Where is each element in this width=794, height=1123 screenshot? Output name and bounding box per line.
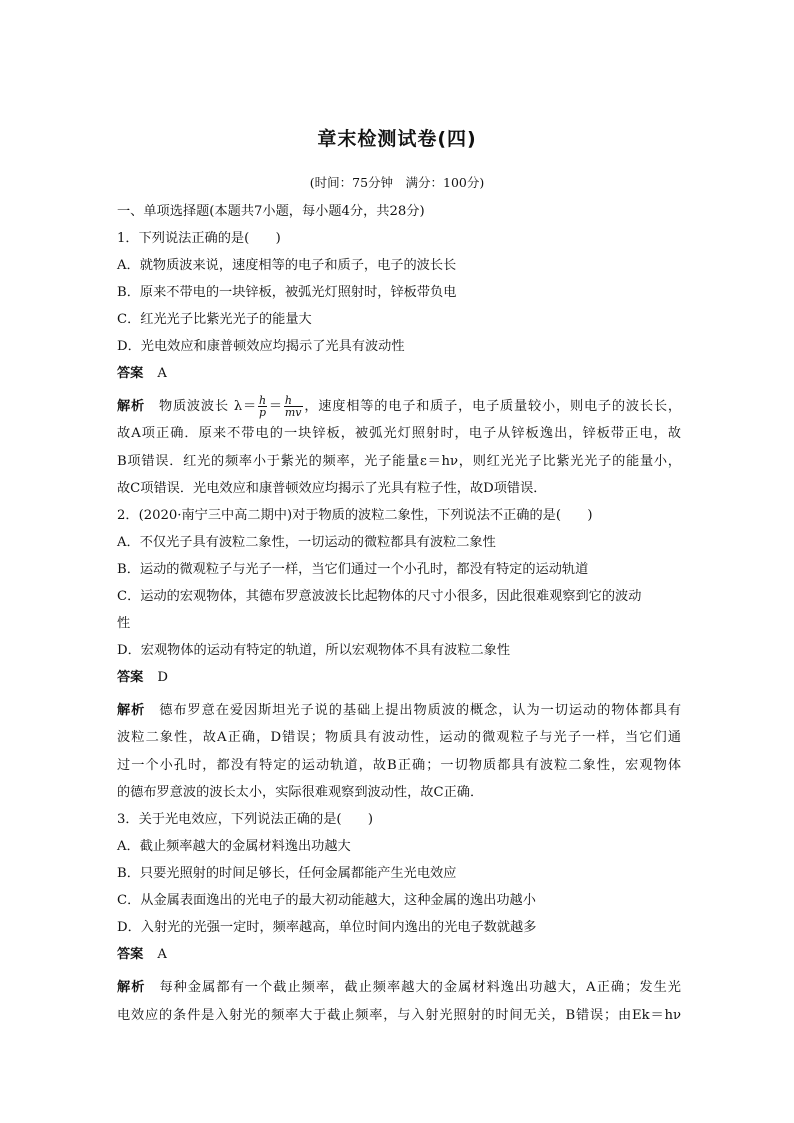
question-3 (117, 806, 681, 1029)
option-a: A．截止频率越大的金属材料逸出功越大 (117, 839, 351, 855)
explanation-line: 波粒二象性，故A正确，D错误；物质具有波动性，运动的微观粒子与光子一样，当它们通 (117, 730, 681, 746)
answer-label: 答案 (117, 947, 144, 963)
option-a: A．不仅光子具有波粒二象性，一切运动的微粒都具有波粒二象性 (117, 535, 496, 551)
question-stem: 1．下列说法正确的是( ) (117, 231, 281, 246)
option-d: D．宏观物体的运动有特定的轨道，所以宏观物体不具有波粒二象性 (117, 643, 511, 659)
answer-value: D (157, 670, 168, 686)
explanation-line: 故C项错误．光电效应和康普顿效应均揭示了光具有粒子性，故D项错误． (117, 480, 547, 496)
exam-content (117, 198, 681, 1029)
answer-label: 答案 (117, 366, 144, 381)
option-c: C．运动的宏观物体，其德布罗意波波长比起物体的尺寸小很多，因此很难观察到它的波动 (117, 589, 642, 605)
exam-info: (时间：75分钟 满分：100分) (309, 175, 485, 190)
option-c: C．从金属表面逸出的光电子的最大初动能越大，这种金属的逸出功越小 (117, 893, 536, 909)
explanation-line: 解析 每种金属都有一个截止频率，截止频率越大的金属材料逸出功越大，A正确；发生光 (117, 980, 681, 996)
explanation-label: 解析 (117, 980, 146, 996)
explanation-line: 解析 德布罗意在爱因斯坦光子说的基础上提出物质波的概念，认为一切运动的物体都具有 (117, 703, 682, 719)
option-c: C．红光光子比紫光光子的能量大 (117, 312, 312, 327)
explanation-line: 的德布罗意波的波长太小，实际很难观察到波动性，故C正确． (117, 785, 484, 801)
answer-value: A (157, 947, 167, 963)
option-d: D．光电效应和康普顿效应均揭示了光具有波动性 (117, 339, 405, 354)
fraction-h-over-mv: $\frac{h}{mv}$ (284, 394, 302, 419)
section-header: 一、单项选择题(本题共7小题，每小题4分，共28分) (117, 204, 425, 219)
explanation-line: B项错误．红光的频率小于紫光的频率，光子能量ε＝hν，则红光光子比紫光光子的能量小， (117, 453, 681, 469)
option-b: B．只要光照射的时间足够长，任何金属都能产生光电效应 (117, 866, 457, 882)
option-a: A．就物质波来说，速度相等的电子和质子，电子的波长长 (117, 258, 457, 273)
option-c-continued: 性 (117, 616, 131, 632)
explanation-label: 解析 (117, 399, 145, 414)
question-stem: 3．关于光电效应，下列说法正确的是( ) (117, 812, 374, 828)
explanation-line: 过一个小孔时，都没有特定的运动轨道，故B正确；一切物质都具有波粒二象性，宏观物体 (117, 757, 681, 773)
option-d: D．入射光的光强一定时，频率越高，单位时间内逸出的光电子数就越多 (117, 920, 537, 936)
fraction-h-over-p: $\frac{h}{p}$ (259, 394, 267, 419)
explanation-line: 解析 物质波波长 λ＝ $\frac{h}{p}$ ＝ $\frac{h}{mv}$ ，速度相等的电子和质子，电子质量较小，则电子的波长长， (117, 394, 682, 419)
explanation-line: 故A项正确．原来不带电的一块锌板，被弧光灯照射时，电子从锌板逸出，锌板带正电，故 (117, 426, 681, 442)
question-stem: 2．(2020·南宁三中高二期中)对于物质的波粒二象性，下列说法不正确的是( ) (117, 508, 593, 524)
answer-label: 答案 (117, 670, 144, 686)
explanation-line: 电效应的条件是入射光的频率大于截止频率，与入射光照射的时间无关，B错误；由Ek＝hν (117, 1007, 681, 1023)
answer-line (117, 664, 681, 691)
option-b: B．运动的微观粒子与光子一样，当它们通过一个小孔时，都没有特定的运动轨道 (117, 562, 589, 578)
option-b: B．原来不带电的一块锌板，被弧光灯照射时，锌板带负电 (117, 285, 457, 300)
answer-line (117, 360, 681, 387)
page-title: 章末检测试卷(四) (317, 128, 477, 150)
answer-line (117, 941, 681, 968)
explanation-label: 解析 (117, 703, 146, 719)
question-2 (117, 502, 681, 806)
question-1 (117, 225, 681, 502)
answer-value: A (157, 366, 167, 381)
